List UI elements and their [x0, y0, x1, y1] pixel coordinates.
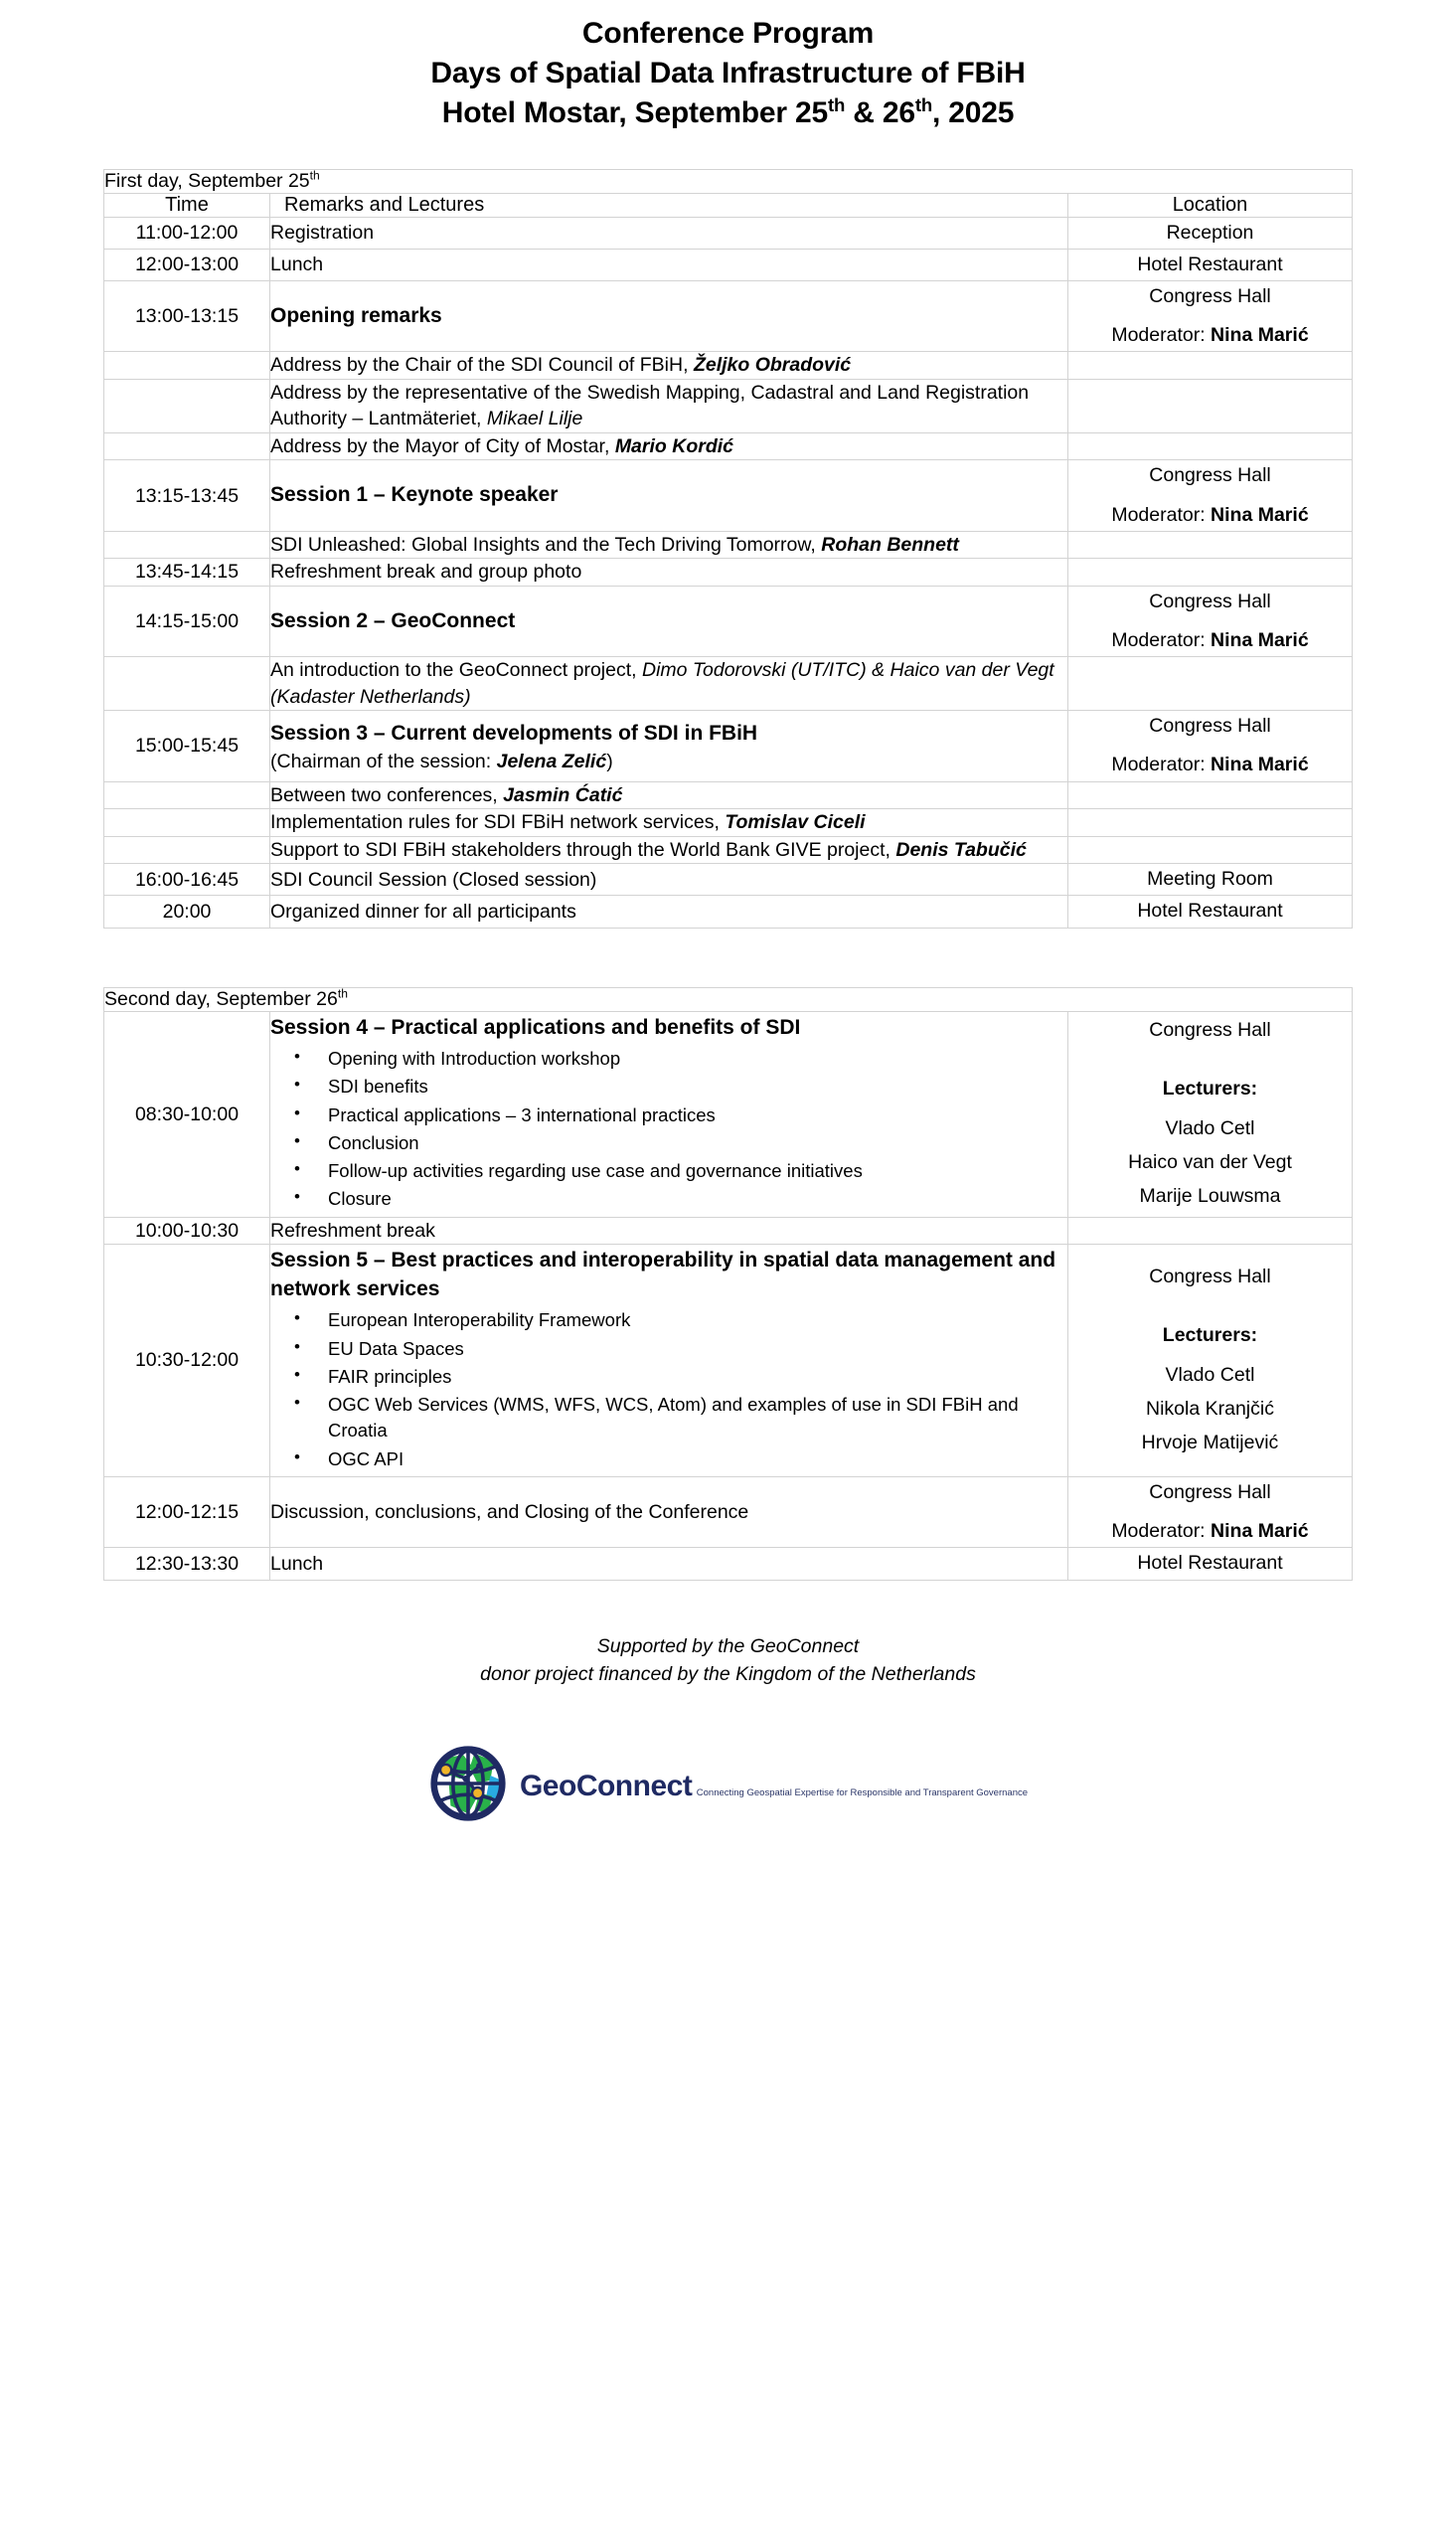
list-item: • Conclusion — [328, 1130, 1067, 1158]
chairman-label: (Chairman of the session: — [270, 750, 497, 772]
row-location — [1067, 1548, 1352, 1580]
row-time — [104, 657, 270, 711]
row-location — [1068, 896, 1353, 928]
row-desc — [270, 1245, 1068, 1477]
row-time — [104, 352, 270, 380]
row-location — [1068, 864, 1353, 896]
speaker-name: Denis Tabučić — [895, 838, 1027, 861]
moderator-name: Nina Marić — [1211, 754, 1309, 776]
list-item: • European Interoperability Framework — [328, 1307, 1067, 1335]
day1-table — [103, 169, 1353, 929]
table-row — [104, 1217, 1353, 1245]
row-location — [1068, 559, 1353, 587]
row-location — [1067, 1476, 1352, 1547]
row-location — [1067, 1217, 1352, 1245]
row-desc — [270, 657, 1068, 711]
row-location — [1068, 711, 1353, 781]
session-title: Session 1 – Keynote speaker — [270, 483, 559, 507]
table-row — [104, 531, 1353, 559]
moderator-name: Nina Marić — [1211, 629, 1309, 652]
row-time: 12:00-13:00 — [104, 249, 270, 280]
moderator-label: Moderator: — [1111, 324, 1212, 347]
title-line-2: Days of Spatial Data Infrastructure of FBiH — [430, 56, 1026, 89]
lecturers-label: Lecturers: — [1162, 1078, 1258, 1101]
location-moderator — [1068, 750, 1352, 780]
row-time: 11:00-12:00 — [104, 217, 270, 249]
row-time — [104, 432, 270, 460]
session5-bullet-list — [270, 1307, 1067, 1474]
row-location — [1068, 460, 1353, 531]
row-desc — [270, 531, 1068, 559]
table-row — [104, 1548, 1353, 1580]
row-desc: Refreshment break — [270, 1217, 1068, 1245]
session4-bullet-list — [270, 1046, 1067, 1215]
row-time: 12:00-12:15 — [104, 1476, 270, 1547]
logo-wordmark: GeoConnect — [519, 1769, 693, 1802]
location-moderator — [1068, 500, 1352, 531]
row-location — [1068, 531, 1353, 559]
table-row — [104, 1245, 1353, 1477]
row-location — [1068, 836, 1353, 864]
lecture-text: SDI Unleashed: Global Insights and the Tech Driving Tomorrow, — [270, 533, 822, 556]
footer-line-1: Supported by the GeoConnect — [596, 1634, 860, 1657]
location-moderator — [1068, 1516, 1352, 1547]
row-desc — [270, 379, 1068, 432]
speaker-name: Rohan Bennett — [821, 533, 959, 556]
row-location — [1068, 432, 1353, 460]
table-row — [104, 781, 1353, 809]
logo-tagline: Connecting Geospatial Expertise for Responsible and Transparent Governance — [696, 1786, 1029, 1798]
row-desc — [270, 781, 1068, 809]
moderator-name: Nina Marić — [1211, 503, 1309, 526]
footer-support-note — [0, 1632, 1456, 1689]
row-location — [1067, 1011, 1352, 1217]
day2-header-sup: th — [337, 986, 348, 1001]
row-desc — [270, 809, 1068, 837]
table-row — [104, 281, 1353, 352]
row-time — [104, 809, 270, 837]
col-header-location: Location — [1068, 193, 1353, 217]
logo-text-block — [519, 1769, 1029, 1802]
session-chairman-line — [270, 751, 613, 772]
day2-section — [103, 987, 1353, 1581]
row-location — [1068, 781, 1353, 809]
speaker-name: Mikael Lilje — [486, 408, 583, 430]
lecturer-name: Vlado Cetl — [1165, 1116, 1255, 1139]
day2-table — [103, 987, 1353, 1581]
table-row — [104, 352, 1353, 380]
row-desc — [270, 1011, 1068, 1217]
row-desc — [270, 460, 1068, 531]
location-hall: Congress Hall — [1149, 1266, 1271, 1288]
col-header-remarks: Remarks and Lectures — [270, 193, 1068, 217]
session-title: Session 5 – Best practices and interoperability in spatial data management and network services — [270, 1249, 1056, 1300]
list-item: • EU Data Spaces — [328, 1336, 1067, 1364]
lecturer-name: Marije Louwsma — [1139, 1184, 1281, 1207]
list-item: • Follow-up activities regarding use case and governance initiatives — [328, 1158, 1067, 1186]
row-desc: Refreshment break and group photo — [270, 559, 1068, 587]
moderator-label: Moderator: — [1111, 1520, 1212, 1543]
row-time: 13:15-13:45 — [104, 460, 270, 531]
row-desc: Lunch — [270, 1548, 1068, 1580]
lecture-text: Address by the Mayor of City of Mostar, — [270, 434, 615, 457]
moderator-label: Moderator: — [1111, 754, 1212, 776]
location-hall: Congress Hall — [1149, 1480, 1271, 1503]
day2-header-cell — [104, 987, 1353, 1011]
row-time: 10:00-10:30 — [104, 1217, 270, 1245]
table-row — [104, 460, 1353, 531]
row-desc: Registration — [270, 217, 1068, 249]
table-row — [104, 249, 1353, 280]
row-location — [1068, 249, 1353, 280]
day1-header-row — [104, 169, 1353, 193]
list-item: • FAIR principles — [328, 1364, 1067, 1392]
moderator-name: Nina Marić — [1211, 324, 1309, 347]
row-location — [1068, 379, 1353, 432]
row-time — [104, 781, 270, 809]
globe-icon — [428, 1744, 508, 1828]
table-row — [104, 657, 1353, 711]
location-hall: Congress Hall — [1149, 285, 1271, 308]
row-desc — [270, 432, 1068, 460]
table-row — [104, 586, 1353, 656]
row-time: 12:30-13:30 — [104, 1548, 270, 1580]
moderator-label: Moderator: — [1111, 503, 1212, 526]
lecture-text: An introduction to the GeoConnect project, — [270, 659, 642, 682]
table-row — [104, 711, 1353, 781]
table-row — [104, 864, 1353, 896]
lecture-text: Address by the Chair of the SDI Council of FBiH, — [270, 354, 694, 377]
geoconnect-logo — [0, 1744, 1456, 1828]
title-sup-1: th — [828, 93, 846, 115]
row-location — [1068, 657, 1353, 711]
table-row — [104, 1011, 1353, 1217]
table-row — [104, 379, 1353, 432]
title-year: , 2025 — [932, 95, 1015, 129]
location-moderator — [1068, 625, 1352, 656]
title-line-3 — [0, 93, 1456, 133]
session-title: Session 3 – Current developments of SDI in FBiH — [270, 721, 758, 745]
session-title: Session 2 – GeoConnect — [270, 608, 516, 632]
table-row — [104, 217, 1353, 249]
row-desc: Discussion, conclusions, and Closing of the Conference — [270, 1476, 1068, 1547]
row-desc: Lunch — [270, 249, 1068, 280]
page-title — [0, 0, 1456, 133]
row-time: 16:00-16:45 — [104, 864, 270, 896]
speaker-name: Dimo Todorovski (UT/ITC) & Haico van der Vegt (Kadaster Netherlands) — [270, 659, 1054, 708]
list-item: • Closure — [328, 1186, 1067, 1214]
row-desc — [270, 352, 1068, 380]
speaker-name: Jasmin Ćatić — [503, 783, 623, 806]
footer-line-2: donor project financed by the Kingdom of the Netherlands — [480, 1662, 976, 1685]
session-title: Session 4 – Practical applications and benefits of SDI — [270, 1015, 801, 1039]
row-time: 13:00-13:15 — [104, 281, 270, 352]
lecture-text: Support to SDI FBiH stakeholders through the World Bank GIVE project, — [270, 838, 896, 861]
list-item: • SDI benefits — [328, 1074, 1067, 1102]
lecturer-name: Vlado Cetl — [1165, 1363, 1255, 1386]
table-row — [104, 836, 1353, 864]
day2-header-text: Second day, September 26 — [104, 987, 338, 1010]
lecture-text: Between two conferences, — [270, 783, 504, 806]
lecturer-name: Hrvoje Matijević — [1141, 1431, 1279, 1453]
row-location — [1068, 352, 1353, 380]
row-location — [1068, 809, 1353, 837]
list-item: • OGC Web Services (WMS, WFS, WCS, Atom) and examples of use in SDI FBiH and Croatia — [328, 1392, 1067, 1446]
row-desc: SDI Council Session (Closed session) — [270, 864, 1068, 896]
title-sup-2: th — [914, 93, 933, 115]
list-item: • OGC API — [328, 1446, 1067, 1474]
table-row — [104, 1476, 1353, 1547]
row-time: 15:00-15:45 — [104, 711, 270, 781]
title-line-1: Conference Program — [581, 17, 875, 50]
row-time: 10:30-12:00 — [104, 1245, 270, 1477]
row-time: 14:15-15:00 — [104, 586, 270, 656]
location-hall: Hotel Restaurant — [1137, 900, 1283, 923]
location-hall: Hotel Restaurant — [1137, 1552, 1283, 1575]
moderator-name: Nina Marić — [1211, 1520, 1309, 1543]
speaker-name: Željko Obradović — [693, 354, 852, 377]
location-hall: Meeting Room — [1147, 868, 1273, 891]
location-hall: Reception — [1166, 221, 1254, 244]
row-time — [104, 836, 270, 864]
day1-section — [103, 169, 1353, 929]
day1-header-sup: th — [309, 168, 320, 183]
lecturer-name: Nikola Kranjčić — [1146, 1397, 1274, 1420]
day2-header-row — [104, 987, 1353, 1011]
row-location — [1067, 1245, 1352, 1477]
row-location — [1068, 586, 1353, 656]
location-hall: Hotel Restaurant — [1137, 253, 1283, 275]
day1-header-text: First day, September 25 — [104, 169, 310, 192]
day1-column-header-row — [104, 193, 1353, 217]
chairman-paren: ) — [606, 750, 613, 772]
list-item: • Practical applications – 3 international practices — [328, 1103, 1067, 1130]
location-hall: Congress Hall — [1149, 590, 1271, 612]
location-hall: Congress Hall — [1149, 1019, 1271, 1042]
table-row — [104, 432, 1353, 460]
location-hall: Congress Hall — [1149, 464, 1271, 487]
col-header-time: Time — [104, 193, 270, 217]
row-desc — [270, 281, 1068, 352]
chairman-name: Jelena Zelić — [496, 750, 607, 772]
row-location — [1068, 281, 1353, 352]
row-desc — [270, 586, 1068, 656]
lecture-text: Implementation rules for SDI FBiH network services, — [270, 811, 726, 834]
row-desc — [270, 836, 1068, 864]
row-time: 20:00 — [104, 896, 270, 928]
row-desc: Organized dinner for all participants — [270, 896, 1068, 928]
lecture-text: Address by the representative of the Swedish Mapping, Cadastral and Land Registration Authority – Lantmäteriet, — [270, 381, 1030, 430]
row-time: 13:45-14:15 — [104, 559, 270, 587]
row-location — [1068, 217, 1353, 249]
row-desc — [270, 711, 1068, 781]
table-row — [104, 809, 1353, 837]
row-time — [104, 379, 270, 432]
row-time: 08:30-10:00 — [104, 1011, 270, 1217]
speaker-name: Tomislav Ciceli — [725, 811, 866, 834]
list-item: • Opening with Introduction workshop — [328, 1046, 1067, 1074]
lecturers-label: Lecturers: — [1162, 1324, 1258, 1347]
day1-header-cell — [104, 169, 1353, 193]
lecturer-name: Haico van der Vegt — [1128, 1150, 1292, 1173]
title-venue-date-pre: Hotel Mostar, September 25 — [441, 95, 828, 129]
title-date-mid: & 26 — [845, 95, 915, 129]
location-moderator — [1068, 320, 1352, 351]
table-row — [104, 896, 1353, 928]
moderator-label: Moderator: — [1111, 629, 1212, 652]
table-row — [104, 559, 1353, 587]
session-title: Opening remarks — [270, 303, 442, 327]
row-time — [104, 531, 270, 559]
speaker-name: Mario Kordić — [614, 434, 733, 457]
location-hall: Congress Hall — [1149, 715, 1271, 738]
